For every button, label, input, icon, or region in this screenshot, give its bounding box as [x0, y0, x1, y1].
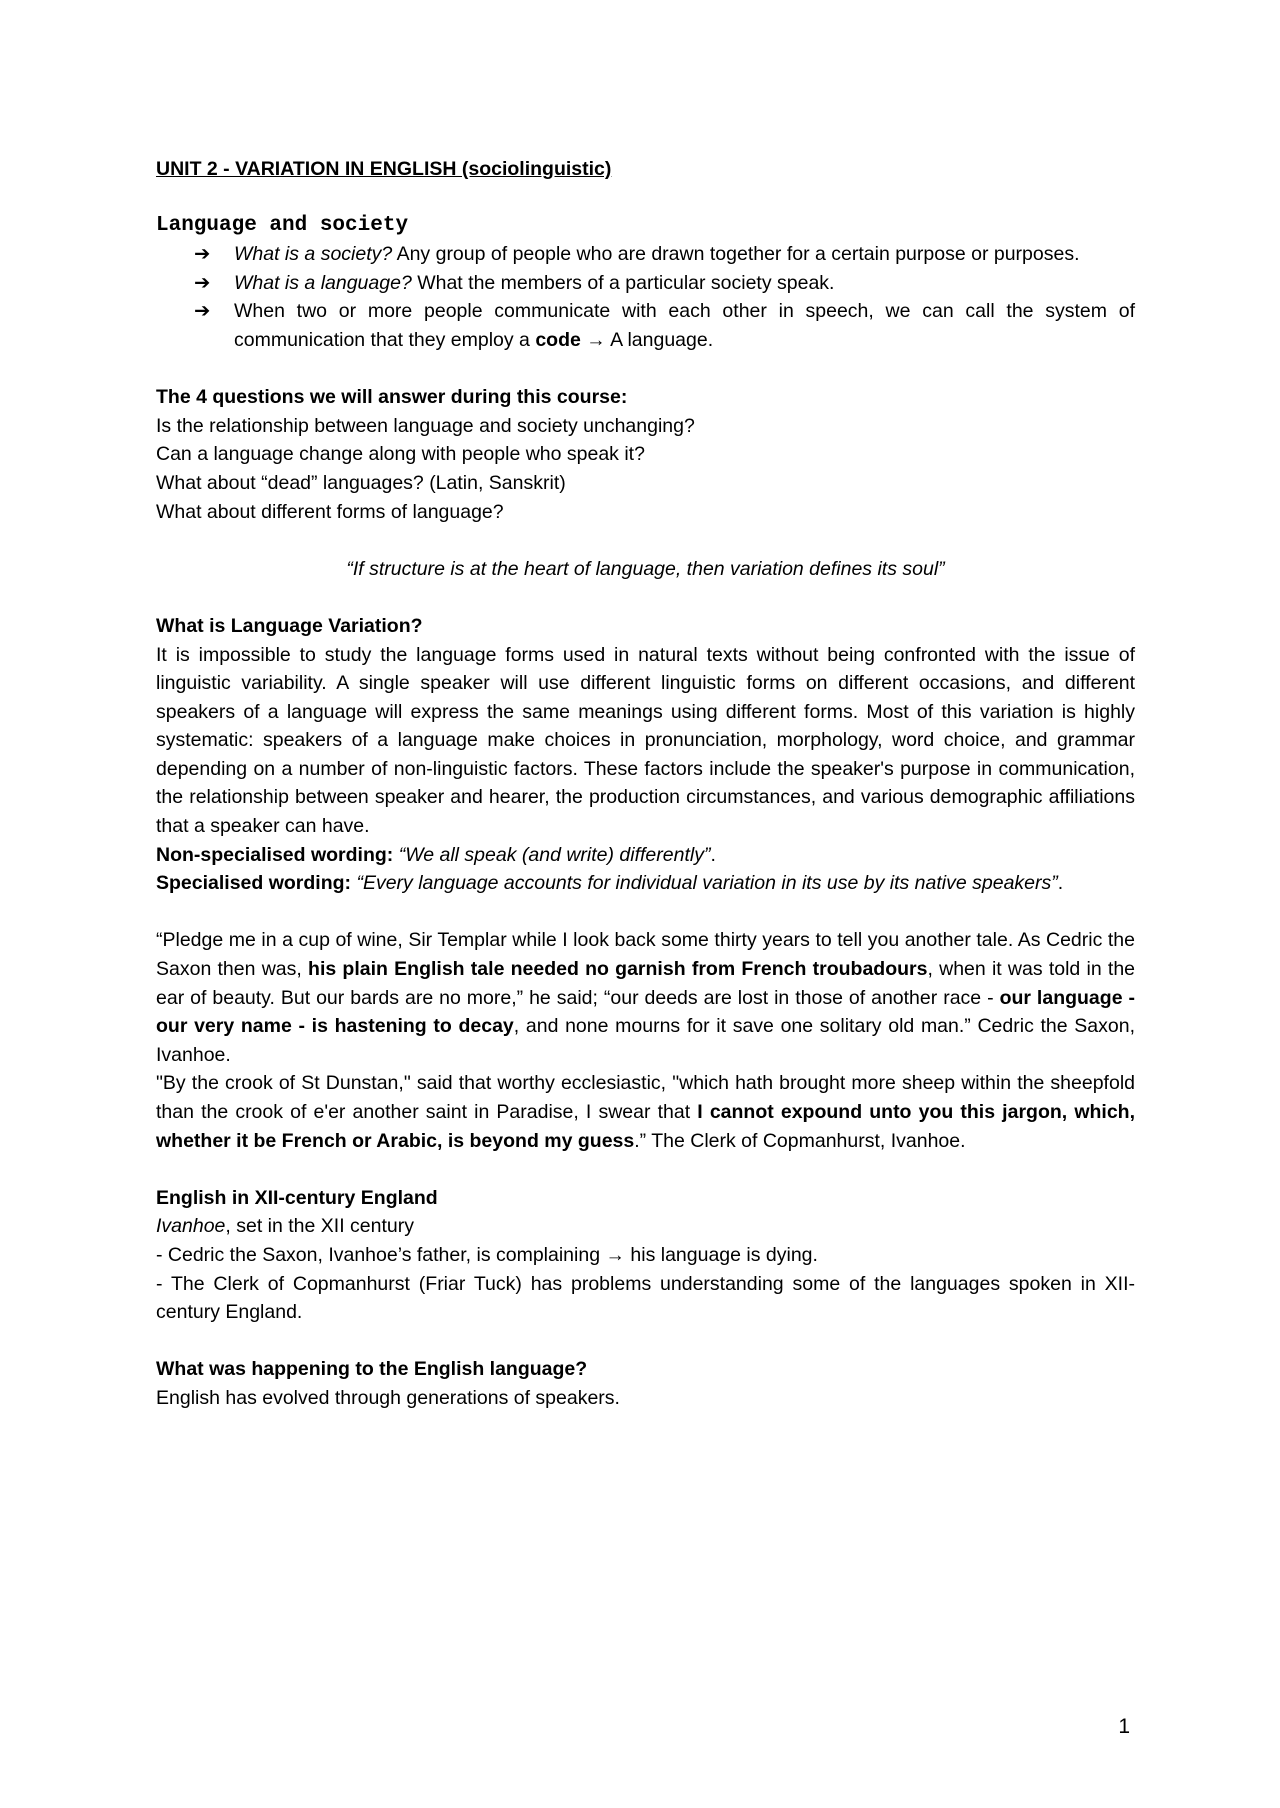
passage-text: .” The Clerk of Copmanhurst, Ivanhoe.	[634, 1129, 966, 1152]
xii-line	[156, 1212, 1135, 1241]
punctuation: .	[1057, 872, 1064, 895]
passage-bold: I cannot expound unto you this jargon, which, whether it be French or Arabic, is beyond my guess	[156, 1101, 1135, 1152]
bullet-text: When two or more people communicate with each other in speech, we can call the system of communication that they employ a	[234, 300, 1135, 351]
question-text: What is a language?	[234, 271, 412, 294]
bold-term: code	[535, 328, 581, 351]
question-line: What about “dead” languages? (Latin, Sanskrit)	[156, 471, 566, 494]
book-title: Ivanhoe	[156, 1215, 226, 1238]
questions-heading: The 4 questions we will answer during this course:	[156, 386, 628, 409]
xii-line: - Cedric the Saxon, Ivanhoe’s father, is complaining → his language is dying.	[156, 1243, 818, 1266]
passage-bold: our language - our very name - is hastening to decay	[156, 986, 1135, 1038]
arrow-right-icon: ➔	[194, 271, 211, 294]
answer-text: What the members of a particular society speak.	[411, 271, 835, 294]
happening-body: English has evolved through generations of speakers.	[156, 1386, 620, 1409]
arrow-right-icon: ➔	[194, 300, 211, 323]
ivanhoe-passage-clerk	[156, 1069, 1135, 1155]
passage-text: "By the crook of St Dunstan," said that worthy ecclesiastic, "which hath brought more sheep within the sheepfold than the crook of e'er another saint in Paradise, I swear that	[156, 1072, 1135, 1123]
list-item	[156, 240, 1135, 269]
question-line: Can a language change along with people who speak it?	[156, 443, 645, 466]
passage-text: , and none mourns for it save one solitary old man.” Cedric the Saxon, Ivanhoe.	[156, 1015, 1135, 1066]
nonspecialised-wording	[156, 841, 1135, 870]
punctuation: .	[710, 843, 716, 866]
passage-bold: his plain English tale needed no garnish from French troubadours	[308, 958, 928, 981]
variation-heading: What is Language Variation?	[156, 614, 423, 637]
nonspecialised-text: “We all speak (and write) differently”	[393, 843, 711, 866]
centered-quote: “If structure is at the heart of language, then variation defines its soul”	[346, 557, 945, 580]
xii-text: , set in the XII century	[225, 1215, 414, 1238]
answer-text: Any group of people who are drawn together for a certain purpose or purposes.	[392, 243, 1080, 266]
xii-heading: English in XII-century England	[156, 1186, 438, 1209]
list-item	[156, 269, 1135, 298]
passage-text: , when it was told in the ear of beauty. But our bards are no more,” he said; “our deeds are lost in those of another race -	[156, 958, 1136, 1009]
passage-text: “Pledge me in a cup of wine, Sir Templar while I look back some thirty years to tell you another tale. As Cedric the Saxon then was,	[156, 929, 1135, 981]
bullet-text: → A language.	[580, 328, 714, 351]
question-line: Is the relationship between language and society unchanging?	[156, 414, 695, 437]
specialised-wording	[156, 869, 1135, 898]
question-line: What about different forms of language?	[156, 500, 504, 523]
page-content	[156, 155, 1135, 1413]
specialised-text: “Every language accounts for individual variation in its use by its native speakers”	[351, 872, 1058, 895]
section-heading-language-society: Language and society	[156, 213, 409, 237]
nonspecialised-label: Non-specialised wording:	[156, 843, 394, 866]
page-number: 1	[1118, 1715, 1130, 1738]
xii-line: - The Clerk of Copmanhurst (Friar Tuck) has problems understanding some of the languages spoken in XII-century England.	[156, 1272, 1135, 1324]
unit-title: UNIT 2 - VARIATION IN ENGLISH (sociolinguistic)	[156, 158, 612, 180]
specialised-label: Specialised wording:	[156, 872, 352, 895]
ivanhoe-passage-cedric	[156, 926, 1135, 1069]
question-text: What is a society?	[234, 243, 393, 266]
list-item	[156, 297, 1135, 354]
variation-body: It is impossible to study the language forms used in natural texts without being confronted with the issue of linguistic variability. A single speaker will use different linguistic forms on different occasions, and different speakers of a language will express the same meanings using different forms. Most of this variation is highly systematic: speakers of a language make choices in pronunciation, morphology, word choice, and grammar depending on a number of non-linguistic factors. These factors include the speaker's purpose in communication, the relationship between speaker and hearer, the production circumstances, and various demographic affiliations that a speaker can have.	[156, 643, 1135, 838]
happening-heading: What was happening to the English language?	[156, 1358, 588, 1381]
arrow-right-icon: ➔	[194, 243, 211, 266]
arrow-list	[156, 240, 1135, 354]
